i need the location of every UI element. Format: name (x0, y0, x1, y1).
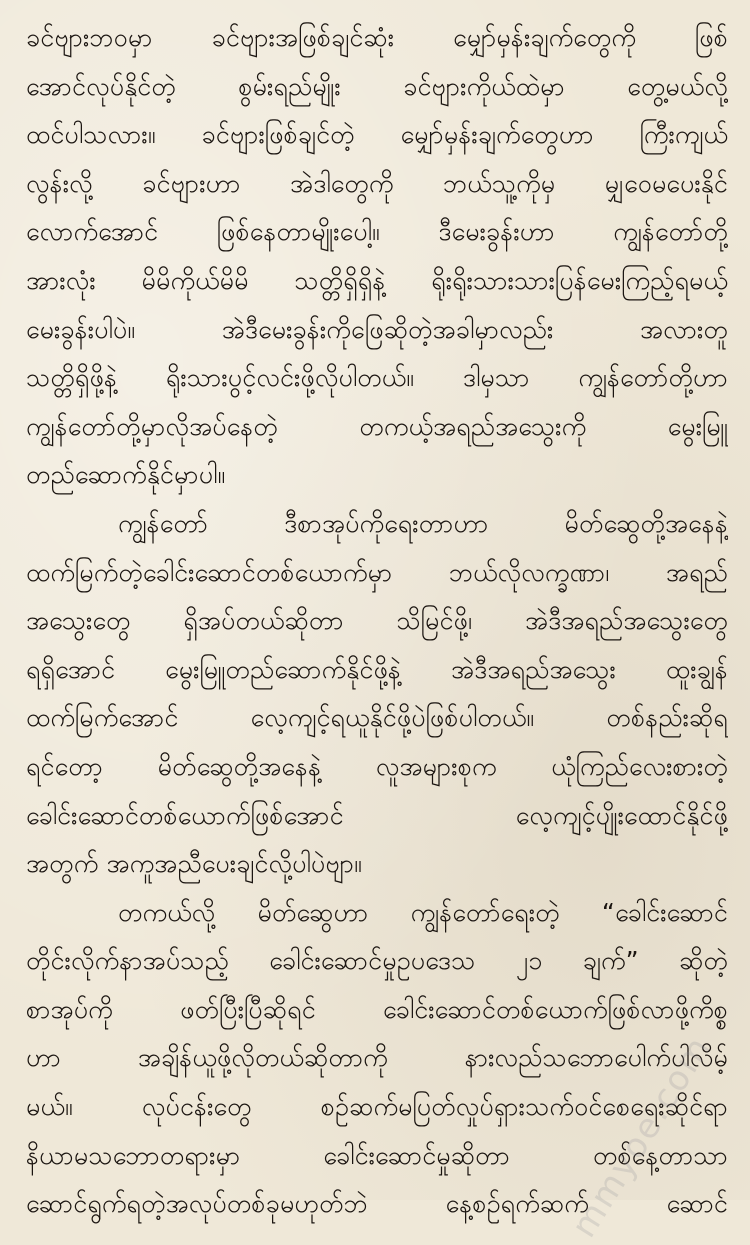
text-line-2: အောင်လုပ်နိုင်တဲ့ စွမ်းရည်မျိုး ခင်ဗျားကိုယ်ထဲမှာ တွေ့မယ်လို့ (26, 71, 728, 101)
text-line-22: ဟာ အချိန်ယူဖို့လိုတယ်ဆိုတာကို နားလည်သဘောပေါက်ပါလိမ့် (26, 1043, 728, 1073)
text-line-20: တိုင်းလိုက်နာအပ်သည့် ခေါင်းဆောင်မှုဥပဒေသ ၂၁ ချက်” ဆိုတဲ့ (26, 946, 728, 976)
text-line-7: မေးခွန်းပါပဲ။ အဲဒီမေးခွန်းကိုဖြေဆိုတဲ့အခါမှာလည်း အလားတူ (26, 314, 728, 344)
text-line-8: သတ္တိရှိဖို့နဲ့ ရိုးသားပွင့်လင်းဖို့လိုပါတယ်။ ဒါမှသာ ကျွန်တော်တို့ဟာ (26, 363, 728, 393)
text-line-16: ရင်တော့ မိတ်ဆွေတို့အနေနဲ့ လူအများစုက ယုံကြည်လေးစားတဲ့ (26, 751, 728, 781)
site-watermark: mmyoe.com (564, 1028, 720, 1245)
text-line-24: နိယာမသဘောတရားမှာ ခေါင်းဆောင်မှုဆိုတာ တစ်နေ့တာသာ (26, 1140, 728, 1170)
text-line-17: ခေါင်းဆောင်တစ်ယောက်ဖြစ်အောင် လေ့ကျင့်ပျိုးထောင်နိုင်ဖို့ (26, 800, 728, 830)
text-line-23: မယ်။ လုပ်ငန်းတွေ စဉ်ဆက်မပြတ်လှုပ်ရှားသက်ဝင်စေရေးဆိုင်ရာ (26, 1092, 728, 1122)
text-line-15: ထက်မြက်အောင် လေ့ကျင့်ရယူနိုင်ဖို့ပဲဖြစ်ပါတယ်။ တစ်နည်းဆိုရ (26, 703, 728, 733)
text-line-10: တည်ဆောက်နိုင်မှာပါ။ (26, 460, 226, 490)
text-line-14: ရရှိအောင် မွေးမြူတည်ဆောက်နိုင်ဖို့နဲ့ အဲဒီအရည်အသွေး ထူးချွန် (26, 654, 728, 684)
text-line-13: အသွေးတွေ ရှိအပ်တယ်ဆိုတာ သိမြင်ဖို့၊ အဲဒီအရည်အသွေးတွေ (26, 606, 728, 636)
text-line-18: အတွက် အကူအညီပေးချင်လို့ပါပဲဗျာ။ (26, 849, 362, 879)
text-line-5: လောက်အောင် ဖြစ်နေတာမျိုးပေါ့။ ဒီမေးခွန်းဟာ ကျွန်တော်တို့ (26, 217, 728, 247)
text-line-19: တကယ်လို့ မိတ်ဆွေဟာ ကျွန်တော်ရေးတဲ့ “ခေါင်းဆောင် (118, 897, 728, 927)
text-line-25: ဆောင်ရွက်ရတဲ့အလုပ်တစ်ခုမဟုတ်ဘဲ နေ့စဉ်ရက်ဆက် ဆောင် (26, 1189, 728, 1219)
text-line-9: ကျွန်တော်တို့မှာလိုအပ်နေတဲ့ တကယ့်အရည်အသွေးကို မွေးမြူ (26, 411, 728, 441)
text-line-21: စာအုပ်ကို ဖတ်ပြီးပြီဆိုရင် ခေါင်းဆောင်တစ်ယောက်ဖြစ်လာဖို့ကိစ္စ (26, 994, 728, 1024)
text-line-6: အားလုံး မိမိကိုယ်မိမိ သတ္တိရှိရှိနဲ့ ရိုးရိုးသားသားပြန်မေးကြည့်ရမယ့် (26, 265, 728, 295)
text-line-1: ခင်ဗျားဘဝမှာ ခင်ဗျားအဖြစ်ချင်ဆုံး မျှော်မှန်းချက်တွေကို ဖြစ် (26, 23, 728, 52)
text-line-4: လွန်းလို့ ခင်ဗျားဟာ အဲဒါတွေကို ဘယ်သူ့ကိုမှ မျှဝေမပေးနိုင် (26, 168, 728, 198)
text-line-3: ထင်ပါသလား။ ခင်ဗျားဖြစ်ချင်တဲ့ မျှော်မှန်းချက်တွေဟာ ကြီးကျယ် (26, 120, 728, 150)
text-line-12: ထက်မြက်တဲ့ခေါင်းဆောင်တစ်ယောက်မှာ ဘယ်လိုလက္ခဏာ၊ အရည် (26, 557, 728, 587)
text-line-11: ကျွန်တော် ဒီစာအုပ်ကိုရေးတာဟာ မိတ်ဆွေတို့အနေနဲ့ (118, 508, 728, 538)
